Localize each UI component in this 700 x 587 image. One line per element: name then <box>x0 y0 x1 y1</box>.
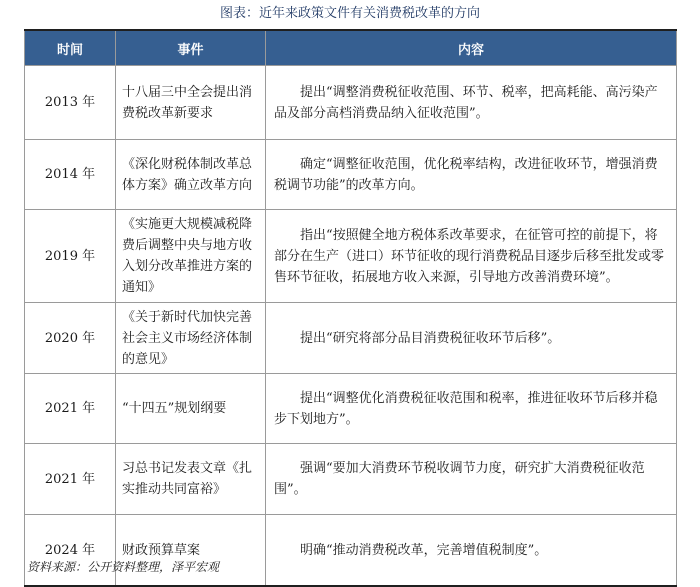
row-event: 习总书记发表文章《扎实推动共同富裕》 <box>116 444 266 515</box>
row-year: 2021 年 <box>25 444 116 515</box>
row-year: 2020 年 <box>25 303 116 374</box>
row-content-text: 指出“按照健全地方税体系改革要求，在征管可控的前提下，将部分在生产（进口）环节征收的现行消费税品目逐步后移至批发或零售环节征收，拓展地方收入来源，引导地方改善消费环境”。 <box>274 227 665 285</box>
row-content-text: 明确“推动消费税改革，完善增值税制度”。 <box>300 542 548 558</box>
source-note: 资料来源：公开资料整理，泽平宏观 <box>27 560 220 574</box>
header-time: 时间 <box>25 30 116 66</box>
table-row <box>25 303 677 374</box>
row-content-text: 提出“调整消费税征收范围、环节、税率，把高耗能、高污染产品及部分高档消费品纳入征收范围”。 <box>274 84 658 121</box>
row-content <box>266 210 677 303</box>
row-content-text: 确定“调整征收范围，优化税率结构，改进征收环节，增强消费税调节功能”的改革方向。 <box>274 156 658 193</box>
row-content <box>266 374 677 444</box>
table-row <box>25 210 677 303</box>
row-content-text: 提出“研究将部分品目消费税征收环节后移”。 <box>300 330 561 346</box>
row-event: “十四五”规划纲要 <box>116 374 266 444</box>
table-header-row <box>25 30 677 66</box>
row-content-text: 强调“要加大消费环节税收调节力度，研究扩大消费税征收范围”。 <box>274 461 645 497</box>
table-row <box>25 444 677 515</box>
figure-title: 图表：近年来政策文件有关消费税改革的方向 <box>219 6 480 21</box>
table-row <box>25 66 677 140</box>
row-year: 2021 年 <box>25 374 116 444</box>
header-content: 内容 <box>266 30 677 66</box>
row-year: 2019 年 <box>25 210 116 303</box>
row-event: 财政预算草案 <box>116 515 266 587</box>
table-row <box>25 374 677 444</box>
row-event: 《实施更大规模减税降费后调整中央与地方收入划分改革推进方案的通知》 <box>116 210 266 303</box>
row-content <box>266 66 677 140</box>
header-event: 事件 <box>116 30 266 66</box>
row-year: 2013 年 <box>25 66 116 140</box>
table-row <box>25 140 677 210</box>
row-event: 《深化财税体制改革总体方案》确立改革方向 <box>116 140 266 210</box>
row-year: 2014 年 <box>25 140 116 210</box>
row-event: 十八届三中全会提出消费税改革新要求 <box>116 66 266 140</box>
row-content <box>266 303 677 374</box>
row-content <box>266 140 677 210</box>
row-event: 《关于新时代加快完善社会主义市场经济体制的意见》 <box>116 303 266 374</box>
row-content <box>266 444 677 515</box>
policy-table <box>24 29 677 587</box>
row-content-text: 提出“调整优化消费税征收范围和税率，推进征收环节后移并稳步下划地方”。 <box>274 390 658 427</box>
row-content <box>266 515 677 587</box>
row-year: 2024 年 <box>25 515 116 587</box>
